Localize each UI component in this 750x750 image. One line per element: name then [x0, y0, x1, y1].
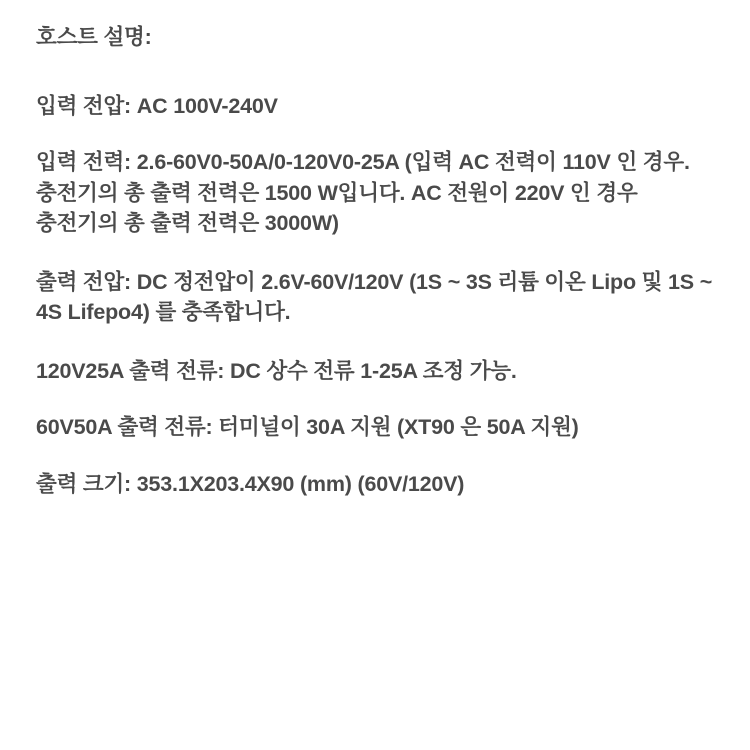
spec-output-current-120v25a: 120V25A 출력 전류: DC 상수 전류 1-25A 조정 가능. — [36, 358, 517, 383]
spec-input-power: 입력 전력: 2.6-60V0-50A/0-120V0-25A (입력 AC 전력이 110V 인 경우. 충전기의 총 출력 전력은 1500 W입니다. AC 전원이 220V 인 경우 충전기의 총 출력 전력은 3000W) — [36, 150, 696, 236]
spec-output-current-60v50a: 60V50A 출력 전류: 터미널이 30A 지원 (XT90 은 50A 지원) — [36, 415, 579, 440]
page-title: 호스트 설명: — [36, 25, 152, 49]
spec-output-size: 출력 크기: 353.1X203.4X90 (mm) (60V/120V) — [36, 471, 465, 496]
spec-output-voltage: 출력 전압: DC 정전압이 2.6V-60V/120V (1S ~ 3S 리튬 이온 Lipo 및 1S ~ 4S Lifepo4) 를 충족합니다. — [36, 269, 718, 325]
spec-input-voltage: 입력 전압: AC 100V-240V — [36, 93, 278, 118]
